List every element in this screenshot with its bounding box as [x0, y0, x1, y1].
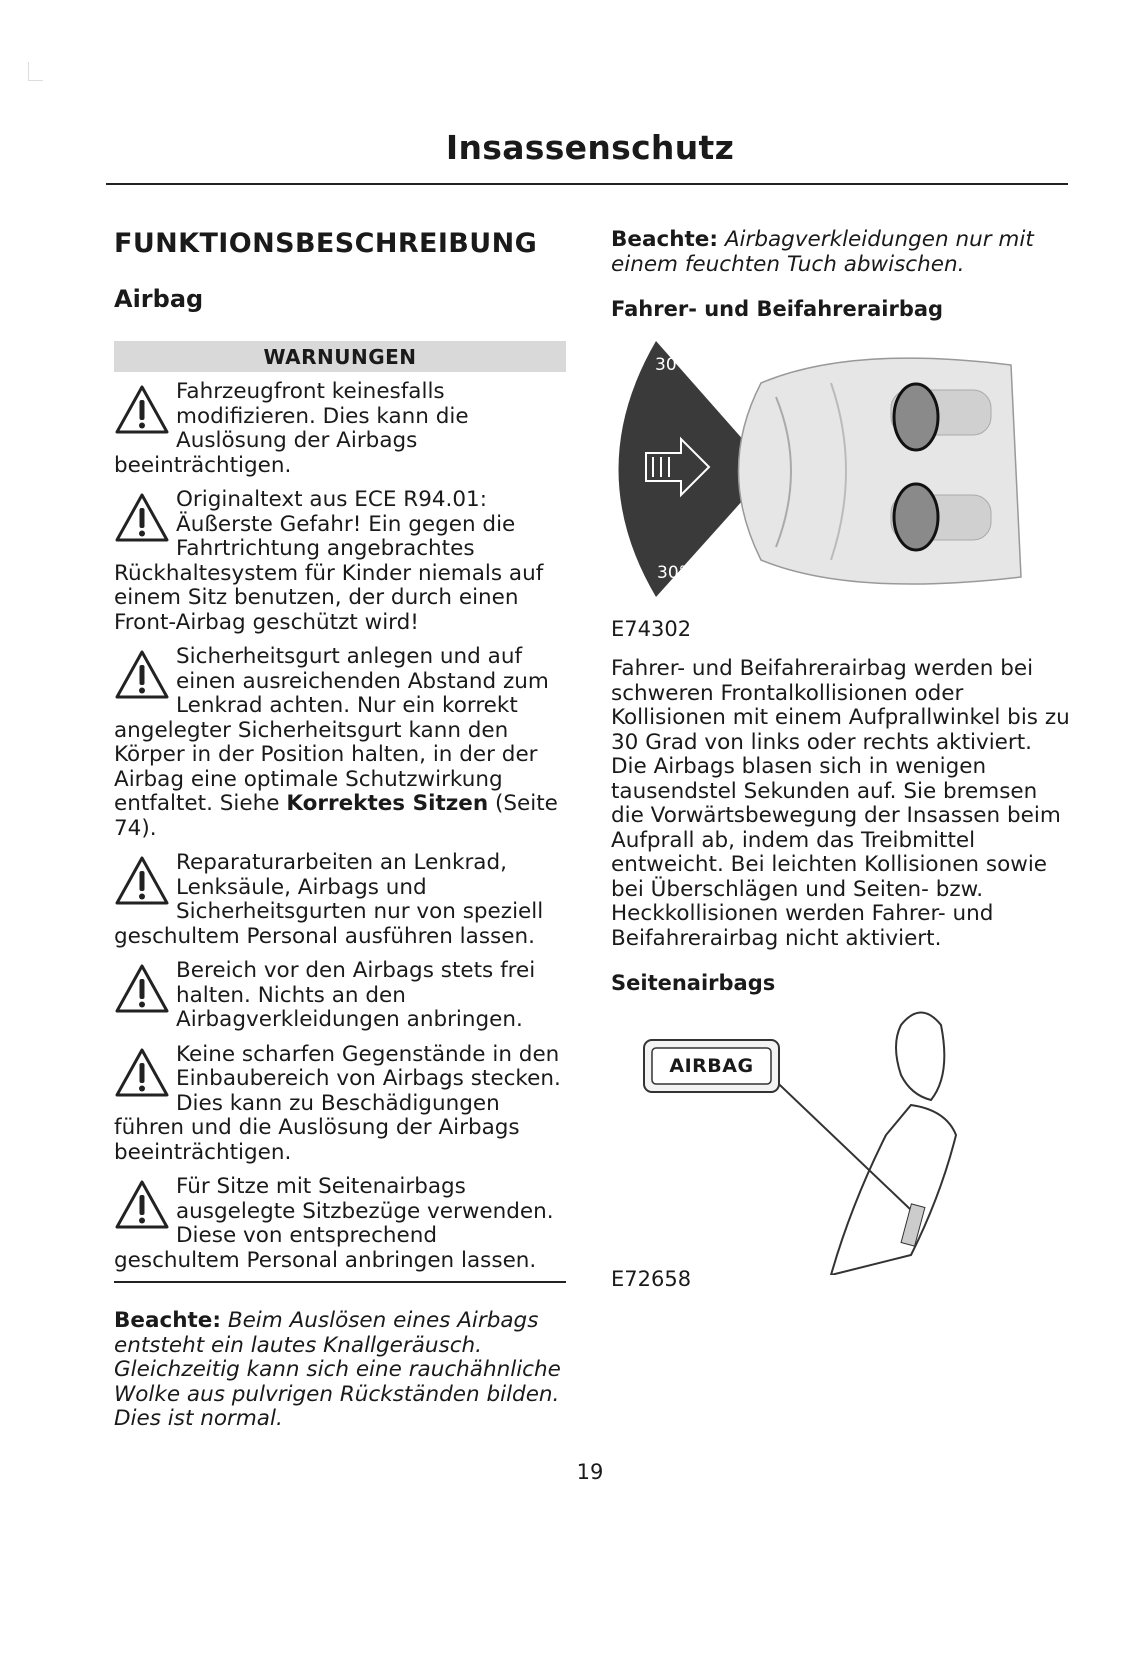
warning-triangle-icon: [114, 384, 170, 436]
note-airbag-noise: [114, 1309, 566, 1432]
note-label: Beachte:: [611, 227, 718, 252]
airbag-subheading: Airbag: [114, 285, 204, 313]
warning-item: [114, 645, 566, 841]
figure-code: E74302: [611, 617, 692, 641]
angle-label-bottom: 30°: [657, 563, 688, 583]
seat-illustration: [611, 1005, 1031, 1275]
figure-code: E72658: [611, 1267, 692, 1291]
page-title: Insassenschutz: [445, 128, 735, 167]
warning-triangle-icon: [114, 492, 170, 544]
left-column: [114, 228, 566, 1432]
warning-item: [114, 959, 566, 1033]
cross-reference-link[interactable]: Korrektes Sitzen: [286, 791, 489, 816]
warning-text: Originaltext aus ECE R94.01: Äußerste Gefahr! Ein gegen die Fahrtrichtung angebrachtes Rückhaltesystem für Kinder niemals auf einem Sitz benutzen, der durch einen Front-Airbag geschützt wird!: [114, 487, 544, 635]
note-label: Beachte:: [114, 1308, 221, 1333]
passenger-airbag: [894, 484, 938, 550]
warning-item: [114, 380, 566, 478]
side-airbag-heading: Seitenairbags: [611, 971, 776, 995]
warning-text: Keine scharfen Gegenstände in den Einbaubereich von Airbags stecken. Dies kann zu Beschädigungen führen und die Auslösung der Airbags beeinträchtigen.: [114, 1041, 561, 1165]
warnings-end-divider: [114, 1281, 566, 1283]
front-airbag-heading: Fahrer- und Beifahrerairbag: [611, 297, 944, 321]
warning-triangle-icon: [114, 963, 170, 1015]
warning-item: [114, 1175, 566, 1273]
warnings-title: WARNUNGEN: [114, 341, 566, 372]
cross-reference-page: (Seite 74).: [114, 791, 558, 841]
warning-item: [114, 488, 566, 635]
crop-mark: [28, 62, 43, 81]
warning-text: Für Sitze mit Seitenairbags ausgelegte Sitzbezüge verwenden. Diese von entsprechend geschultem Personal anbringen lassen.: [114, 1174, 554, 1273]
warning-triangle-icon: [114, 1179, 170, 1231]
warning-text: Sicherheitsgurt anlegen und auf einen ausreichenden Abstand zum Lenkrad achten. Nur ein korrekt angelegter Sicherheitsgurt kann den Körper in der Position halten, in der der Airbag eine optimale Schutzwirkung entfaltet. Siehe: [114, 644, 549, 816]
driver-airbag: [894, 384, 938, 450]
front-airbag-figure: [611, 335, 1031, 605]
side-airbag-figure: [611, 1005, 1031, 1275]
note-text: Airbagverkleidungen nur mit einem feuchten Tuch abwischen.: [611, 227, 1034, 277]
warning-triangle-icon: [114, 649, 170, 701]
front-airbag-description: Fahrer- und Beifahrerairbag werden bei schweren Frontalkollisionen oder Kollisionen mit einem Aufprallwinkel bis zu 30 Grad von links oder rechts aktiviert. Die Airbags blasen sich in wenigen tausendstel Sekunden auf. Sie bremsen die Vorwärtsbewegung der Insassen beim Aufprall ab, indem das Treibmittel entweicht. Bei leichten Kollisionen sowie bei Überschlägen und Seiten- bzw. Heckkollisionen werden Fahrer- und Beifahrerairbag nicht aktiviert.: [611, 656, 1070, 951]
warning-triangle-icon: [114, 855, 170, 907]
warning-item: [114, 1043, 566, 1166]
headrest: [896, 1013, 944, 1101]
warning-item: [114, 851, 566, 949]
title-divider: [106, 183, 1068, 185]
warning-triangle-icon: [114, 1047, 170, 1099]
seat-back: [831, 1105, 956, 1275]
section-heading: FUNKTIONSBESCHREIBUNG: [114, 228, 538, 259]
airbag-label-text: AIRBAG: [669, 1055, 754, 1077]
warning-text: Bereich vor den Airbags stets frei halten. Nichts an den Airbagverkleidungen anbringen.: [176, 958, 536, 1032]
right-column: [611, 228, 1071, 1291]
page-number: 19: [576, 1460, 604, 1484]
note-text: Beim Auslösen eines Airbags entsteht ein lautes Knallgeräusch. Gleichzeitig kann sich eine rauchähnliche Wolke aus pulvrigen Rückständen bilden. Dies ist normal.: [114, 1308, 561, 1431]
angle-label-top: 30°: [655, 355, 686, 375]
note-cleaning: [611, 228, 1071, 277]
warning-text: Reparaturarbeiten an Lenkrad, Lenksäule, Airbags und Sicherheitsgurten nur von speziell geschultem Personal ausführen lassen.: [114, 850, 544, 949]
warning-text: Fahrzeugfront keinesfalls modifizieren. Dies kann die Auslösung der Airbags beeinträchtigen.: [114, 379, 469, 478]
